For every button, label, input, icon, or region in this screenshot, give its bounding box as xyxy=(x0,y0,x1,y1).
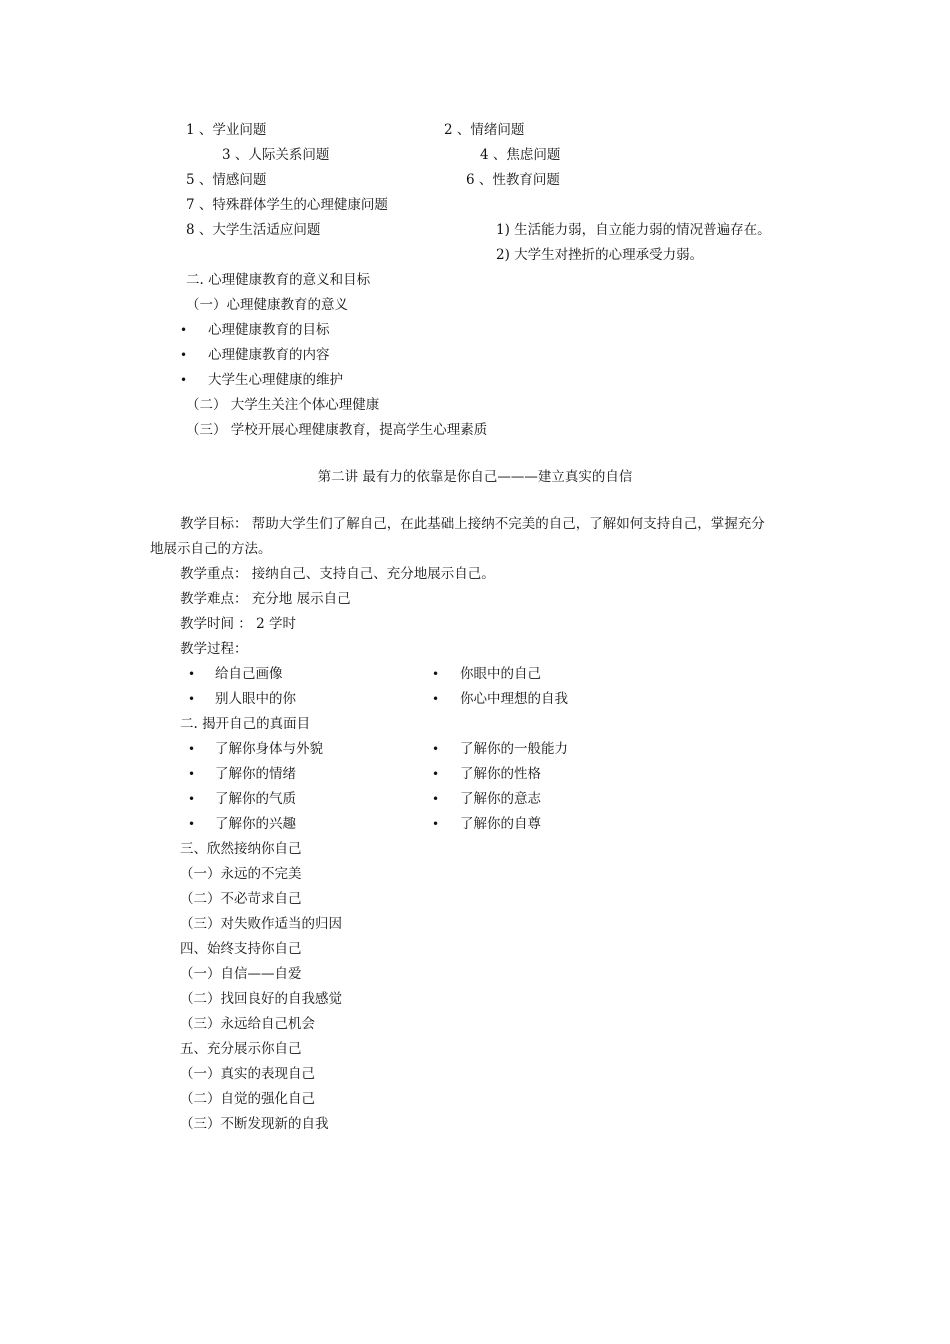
bullet-icon: • xyxy=(432,667,440,681)
part4-item: （二）找回良好的自我感觉 xyxy=(180,991,342,1007)
bullet-icon: • xyxy=(432,792,440,806)
part3-item: （三）对失败作适当的归因 xyxy=(180,916,342,932)
part4-item: （一）自信——自爱 xyxy=(180,966,302,982)
bullet-icon: • xyxy=(188,692,196,706)
bullet-icon: • xyxy=(180,348,188,362)
problem-7: 7 、特殊群体学生的心理健康问题 xyxy=(186,197,388,213)
bullet-item: 大学生心理健康的维护 xyxy=(208,372,343,388)
part2-item: 了解你的性格 xyxy=(460,766,541,782)
bullet-item: 心理健康教育的目标 xyxy=(208,322,330,338)
subsection-1: （一）心理健康教育的意义 xyxy=(186,297,348,313)
problem-6: 6 、性教育问题 xyxy=(466,172,560,188)
part2-item: 了解你的一般能力 xyxy=(460,741,568,757)
process-item: 你心中理想的自我 xyxy=(460,691,568,707)
part3-item: （二）不必苛求自己 xyxy=(180,891,302,907)
teaching-process: 教学过程： xyxy=(180,641,248,657)
bullet-icon: • xyxy=(180,373,188,387)
teaching-goal-line2: 地展示自己的方法。 xyxy=(150,541,272,557)
part5-item: （三）不断发现新的自我 xyxy=(180,1116,329,1132)
bullet-icon: • xyxy=(432,742,440,756)
problem-1: 1 、学业问题 xyxy=(186,122,267,138)
part2-item: 了解你的兴趣 xyxy=(215,816,296,832)
note-1: 1) 生活能力弱，自立能力弱的情况普遍存在。 xyxy=(496,222,771,238)
teaching-difficulty: 教学难点： 充分地 展示自己 xyxy=(180,591,351,607)
part2-heading: 二. 揭开自己的真面目 xyxy=(180,716,311,732)
subsection-2: （二） 大学生关注个体心理健康 xyxy=(186,397,380,413)
part2-item: 了解你身体与外貌 xyxy=(215,741,323,757)
bullet-icon: • xyxy=(180,323,188,337)
problem-4: 4 、焦虑问题 xyxy=(480,147,561,163)
part2-item: 了解你的气质 xyxy=(215,791,296,807)
bullet-icon: • xyxy=(188,767,196,781)
part3-heading: 三、欣然接纳你自己 xyxy=(180,841,302,857)
teaching-focus: 教学重点： 接纳自己、支持自己、充分地展示自己。 xyxy=(180,566,495,582)
teaching-goal-line1: 教学目标： 帮助大学生们了解自己，在此基础上接纳不完美的自己，了解如何支持自己，掌握充分 xyxy=(180,516,765,532)
part5-item: （一）真实的表现自己 xyxy=(180,1066,315,1082)
bullet-icon: • xyxy=(188,667,196,681)
process-item: 给自己画像 xyxy=(215,666,283,682)
subsection-3: （三） 学校开展心理健康教育，提高学生心理素质 xyxy=(186,422,488,438)
process-item: 别人眼中的你 xyxy=(215,691,296,707)
bullet-item: 心理健康教育的内容 xyxy=(208,347,330,363)
part2-item: 了解你的自尊 xyxy=(460,816,541,832)
bullet-icon: • xyxy=(188,792,196,806)
lecture-title: 第二讲 最有力的依靠是你自己———建立真实的自信 xyxy=(317,469,633,485)
bullet-icon: • xyxy=(432,817,440,831)
teaching-time: 教学时间 ： 2 学时 xyxy=(180,616,296,632)
part2-item: 了解你的意志 xyxy=(460,791,541,807)
bullet-icon: • xyxy=(188,742,196,756)
problem-5: 5 、情感问题 xyxy=(186,172,267,188)
problem-8: 8 、大学生活适应问题 xyxy=(186,222,321,238)
part4-heading: 四、始终支持你自己 xyxy=(180,941,302,957)
bullet-icon: • xyxy=(188,817,196,831)
bullet-icon: • xyxy=(432,692,440,706)
part5-heading: 五、充分展示你自己 xyxy=(180,1041,302,1057)
part3-item: （一）永远的不完美 xyxy=(180,866,302,882)
process-item: 你眼中的自己 xyxy=(460,666,541,682)
section-heading: 二. 心理健康教育的意义和目标 xyxy=(186,272,371,288)
problem-2: 2 、情绪问题 xyxy=(444,122,525,138)
part5-item: （二）自觉的强化自己 xyxy=(180,1091,315,1107)
bullet-icon: • xyxy=(432,767,440,781)
part4-item: （三）永远给自己机会 xyxy=(180,1016,315,1032)
part2-item: 了解你的情绪 xyxy=(215,766,296,782)
note-2: 2) 大学生对挫折的心理承受力弱。 xyxy=(496,247,704,263)
problem-3: 3 、人际关系问题 xyxy=(222,147,330,163)
